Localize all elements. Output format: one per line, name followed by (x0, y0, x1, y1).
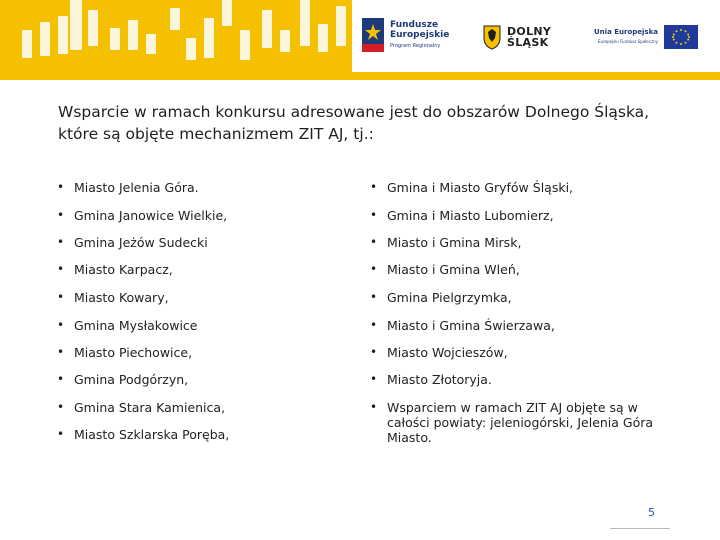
list-item-text: Miasto Złotoryja. (387, 372, 492, 387)
header-banner (0, 0, 720, 80)
bullet-glyph: • (57, 180, 65, 194)
list-item (57, 208, 227, 223)
bullet-glyph: • (370, 345, 378, 359)
bullet-glyph: • (57, 290, 65, 304)
bullet-glyph: • (370, 235, 378, 249)
list-item-text: Gmina Janowice Wielkie, (74, 208, 228, 223)
fe-line2: Europejskie (390, 29, 450, 40)
bullet-glyph: • (370, 372, 378, 386)
list-item-text: Miasto Piechowice, (74, 345, 193, 360)
bullet-glyph: • (57, 318, 65, 332)
list-item (57, 400, 225, 415)
bullet-glyph: • (57, 345, 65, 359)
eagle-crest-icon (482, 24, 502, 50)
bullet-glyph: • (370, 400, 378, 414)
list-item (370, 318, 555, 333)
list-item (370, 208, 554, 223)
list-item-text: Gmina Pielgrzymka, (387, 290, 512, 305)
list-item-text: Gmina Jeżów Sudecki (74, 235, 208, 250)
bullet-glyph: • (57, 400, 65, 414)
list-item-text: Gmina Podgórzyn, (74, 372, 189, 387)
list-item-text: Miasto i Gmina Wleń, (387, 262, 520, 277)
list-item-text: Gmina Mysłakowice (74, 318, 198, 333)
list-item (57, 290, 169, 305)
list-item (57, 318, 198, 333)
list-item (370, 262, 520, 277)
ue-line2: Europejski Fundusz Społeczny (598, 39, 658, 44)
list-item (370, 180, 573, 195)
dolny-slask-logo (482, 24, 551, 50)
page-number-rule (610, 528, 670, 529)
list-item (57, 235, 208, 250)
list-item (57, 345, 192, 360)
list-item (57, 427, 229, 442)
bullet-glyph: • (57, 262, 65, 276)
bullet-glyph: • (57, 208, 65, 222)
list-item (57, 372, 188, 387)
list-item-text: Miasto Wojcieszów, (387, 345, 508, 360)
list-item-text: Gmina i Miasto Gryfów Śląski, (387, 180, 574, 195)
list-item (370, 345, 508, 360)
list-item-text: Gmina i Miasto Lubomierz, (387, 208, 554, 223)
list-item (370, 290, 512, 305)
ue-line1: Unia Europejska (594, 28, 658, 36)
bullet-glyph: • (57, 427, 65, 441)
list-item (57, 180, 199, 195)
fe-star-icon (362, 18, 384, 52)
bullet-glyph: • (370, 180, 378, 194)
fundusze-europejskie-logo (362, 18, 449, 52)
list-item-text: Miasto i Gmina Świerzawa, (387, 318, 555, 333)
list-item-text: Miasto Kowary, (74, 290, 169, 305)
list-item (370, 400, 662, 445)
bullet-glyph: • (370, 262, 378, 276)
bullet-glyph: • (370, 318, 378, 332)
bullet-glyph: • (370, 290, 378, 304)
bullet-glyph: • (370, 208, 378, 222)
logo-strip (352, 0, 720, 72)
ds-line2: ŚLĄSK (507, 36, 549, 49)
list-item-text: Miasto Szklarska Poręba, (74, 427, 230, 442)
slide-title: Wsparcie w ramach konkursu adresowane jest do obszarów Dolnego Śląska, które są objęte mechanizmem ZIT AJ, tj.: (58, 103, 650, 143)
list-item (370, 235, 521, 250)
list-item-text: Miasto i Gmina Mirsk, (387, 235, 522, 250)
list-item (370, 372, 492, 387)
fe-line1: Fundusze (390, 19, 439, 30)
list-item-text: Wsparciem w ramach ZIT AJ objęte są w całości powiaty: jeleniogórski, Jelenia Góra Miasto. (387, 400, 654, 445)
unia-europejska-logo (594, 25, 698, 49)
bullet-glyph: • (57, 235, 65, 249)
page-number: 5 (648, 506, 655, 519)
banner-decoration (0, 0, 360, 80)
list-item-text: Gmina Stara Kamienica, (74, 400, 226, 415)
list-item-text: Miasto Karpacz, (74, 262, 173, 277)
list-item-text: Miasto Jelenia Góra. (74, 180, 199, 195)
fe-line3: Program Regionalny (390, 42, 441, 49)
list-item (57, 262, 173, 277)
ds-line1: DOLNY (507, 25, 552, 38)
bullet-glyph: • (57, 372, 65, 386)
eu-flag-icon (664, 25, 698, 49)
